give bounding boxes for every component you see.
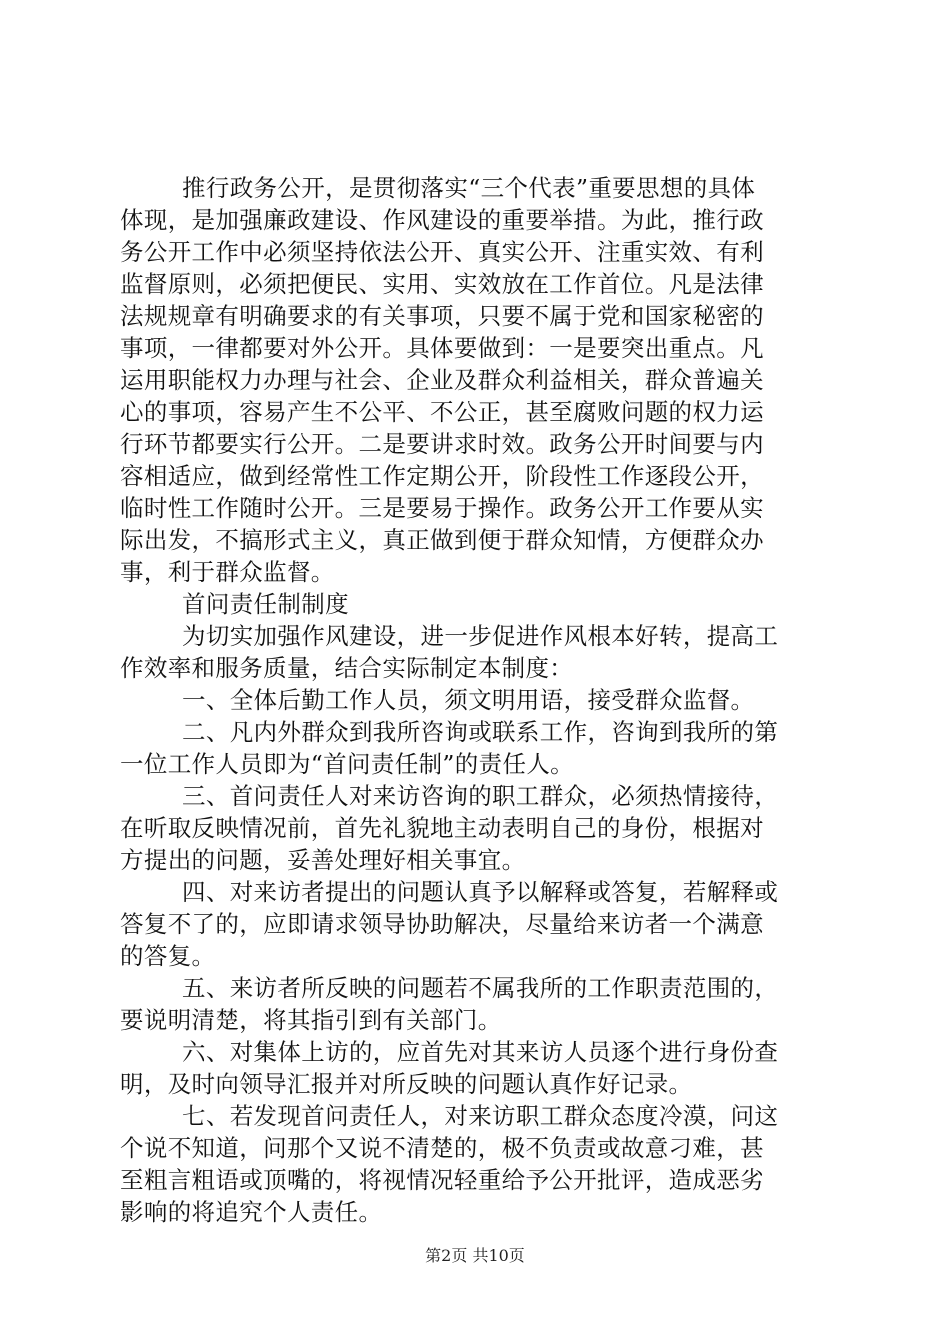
paragraph-line: 事项，一律都要对外公开。具体要做到：一是要突出重点。凡	[120, 334, 764, 362]
page-number-footer: 第2页 共10页	[425, 1246, 525, 1265]
paragraph-line: 行环节都要实行公开。二是要讲求时效。政务公开时间要与内	[120, 430, 764, 458]
paragraph-line: 个说不知道，问那个又说不清楚的，极不负责或故意刁难，甚	[120, 1134, 764, 1162]
paragraph-line: 方提出的问题，妥善处理好相关事宜。	[120, 846, 526, 874]
paragraph-line: 五、来访者所反映的问题若不属我所的工作职责范围的，	[182, 974, 779, 1002]
paragraph-line: 要说明清楚，将其指引到有关部门。	[120, 1006, 502, 1034]
paragraph-line: 务公开工作中必须坚持依法公开、真实公开、注重实效、有利	[120, 238, 764, 266]
paragraph-line: 的答复。	[120, 942, 216, 970]
paragraph-line: 体现，是加强廉政建设、作风建设的重要举措。为此，推行政	[120, 206, 764, 234]
paragraph-line: 际出发，不搞形式主义，真正做到便于群众知情，方便群众办	[120, 526, 764, 554]
paragraph-line: 三、首问责任人对来访咨询的职工群众，必须热情接待，	[182, 782, 779, 810]
paragraph-line: 一、全体后勤工作人员，须文明用语，接受群众监督。	[182, 686, 755, 714]
paragraph-line: 容相适应，做到经常性工作定期公开，阶段性工作逐段公开，	[120, 462, 764, 490]
paragraph-line: 法规规章有明确要求的有关事项，只要不属于党和国家秘密的	[120, 302, 764, 330]
paragraph-line: 推行政务公开，是贯彻落实“三个代表”重要思想的具体	[182, 174, 756, 202]
paragraph-line: 作效率和服务质量，结合实际制定本制度：	[120, 654, 574, 682]
paragraph-line: 一位工作人员即为“首问责任制”的责任人。	[120, 750, 575, 778]
paragraph-line: 运用职能权力办理与社会、企业及群众利益相关，群众普遍关	[120, 366, 764, 394]
paragraph-line: 心的事项，容易产生不公平、不公正，甚至腐败问题的权力运	[120, 398, 764, 426]
paragraph-line: 影响的将追究个人责任。	[120, 1198, 383, 1226]
paragraph-line: 七、若发现首问责任人，对来访职工群众态度冷漠，问这	[182, 1102, 779, 1130]
paragraph-line: 六、对集体上访的，应首先对其来访人员逐个进行身份查	[182, 1038, 779, 1066]
paragraph-line: 至粗言粗语或顶嘴的，将视情况轻重给予公开批评，造成恶劣	[120, 1166, 764, 1194]
paragraph-line: 临时性工作随时公开。三是要易于操作。政务公开工作要从实	[120, 494, 764, 522]
paragraph-line: 事，利于群众监督。	[120, 558, 335, 586]
section-heading: 首问责任制制度	[182, 590, 349, 618]
paragraph-line: 四、对来访者提出的问题认真予以解释或答复，若解释或	[182, 878, 779, 906]
paragraph-line: 答复不了的，应即请求领导协助解决，尽量给来访者一个满意	[120, 910, 764, 938]
paragraph-line: 监督原则，必须把便民、实用、实效放在工作首位。凡是法律	[120, 270, 764, 298]
paragraph-line: 二、凡内外群众到我所咨询或联系工作，咨询到我所的第	[182, 718, 779, 746]
paragraph-line: 明，及时向领导汇报并对所反映的问题认真作好记录。	[120, 1070, 693, 1098]
paragraph-line: 为切实加强作风建设，进一步促进作风根本好转，提高工	[182, 622, 779, 650]
document-body	[120, 172, 832, 1228]
paragraph-line: 在听取反映情况前，首先礼貌地主动表明自己的身份，根据对	[120, 814, 764, 842]
